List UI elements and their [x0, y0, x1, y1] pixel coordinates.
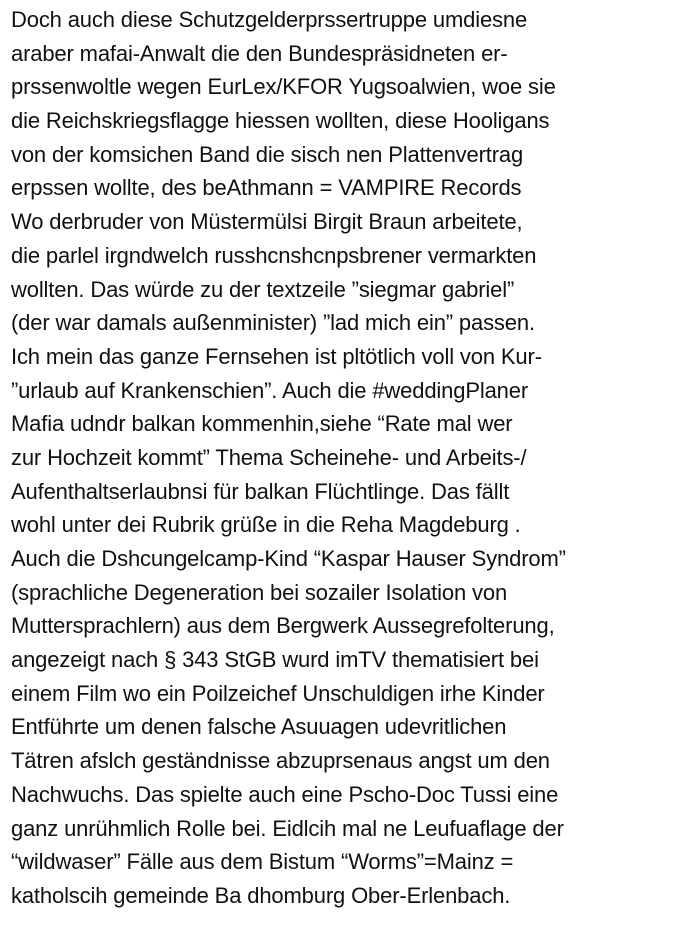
text-line: Ich mein das ganze Fernsehen ist pltötlich voll von Kur- [11, 343, 542, 369]
text-line: (sprachliche Degeneration bei sozailer Isolation von [11, 579, 508, 605]
text-line: Nachwuchs. Das spielte auch eine Pscho-Doc Tussi eine [11, 781, 559, 807]
text-line: prssenwoltle wegen EurLex/KFOR Yugsoalwien, woe sie [11, 74, 556, 100]
text-line: Tätren afslch geständnisse abzuprsenaus angst um den [11, 748, 550, 774]
text-line: wollten. Das würde zu der textzeile ”siegmar gabriel” [11, 276, 515, 302]
text-line: ganz unrühmlich Rolle bei. Eidlcih mal ne Leufuaflage der [11, 815, 564, 841]
text-line: erpssen wollte, des beAthmann = VAMPIRE Records [11, 175, 522, 201]
text-line: Entführte um denen falsche Asuuagen udevritlichen [11, 714, 507, 740]
text-line: Mafia udndr balkan kommenhin,siehe “Rate mal wer [11, 411, 513, 437]
text-line: Auch die Dshcungelcamp-Kind “Kaspar Hauser Syndrom” [11, 546, 566, 571]
text-line: (der war damals außenminister) ”lad mich ein” passen. [11, 310, 535, 336]
text-line: araber mafai-Anwalt die den Bundespräsidneten er- [11, 40, 508, 66]
text-line: Doch auch diese Schutzgelderprssertruppe umdiesne [11, 7, 528, 32]
text-line: angezeigt nach § 343 StGB wurd imTV thematisiert bei [11, 647, 539, 673]
text-line: Wo derbruder von Müstermülsi Birgit Braun arbeitete, [11, 209, 523, 235]
text-line: katholscih gemeinde Ba dhomburg Ober-Erlenbach. [11, 882, 511, 908]
text-line: wohl unter dei Rubrik grüße in die Reha Magdeburg . [11, 512, 521, 538]
text-line: ”urlaub auf Krankenschien”. Auch die #weddingPlaner [11, 377, 529, 403]
text-line: von der komsichen Band die sisch nen Plattenvertrag [11, 141, 524, 167]
text-line: einem Film wo ein Poilzeichef Unschuldigen irhe Kinder [11, 680, 545, 706]
text-line: die parlel irgndwelch russhcnshcnpsbrener vermarkten [11, 242, 537, 268]
text-line: Aufenthaltserlaubnsi für balkan Flüchtlinge. Das fällt [11, 478, 510, 504]
text-line: “wildwaser” Fälle aus dem Bistum “Worms”=Mainz = [11, 849, 514, 875]
text-line: zur Hochzeit kommt” Thema Scheinehe- und Arbeits-/ [11, 444, 527, 470]
body-text [11, 3, 681, 913]
text-line: die Reichskriegsflagge hiessen wollten, diese Hooligans [11, 108, 550, 134]
text-line: Muttersprachlern) aus dem Bergwerk Aussegrefolterung, [11, 613, 555, 639]
